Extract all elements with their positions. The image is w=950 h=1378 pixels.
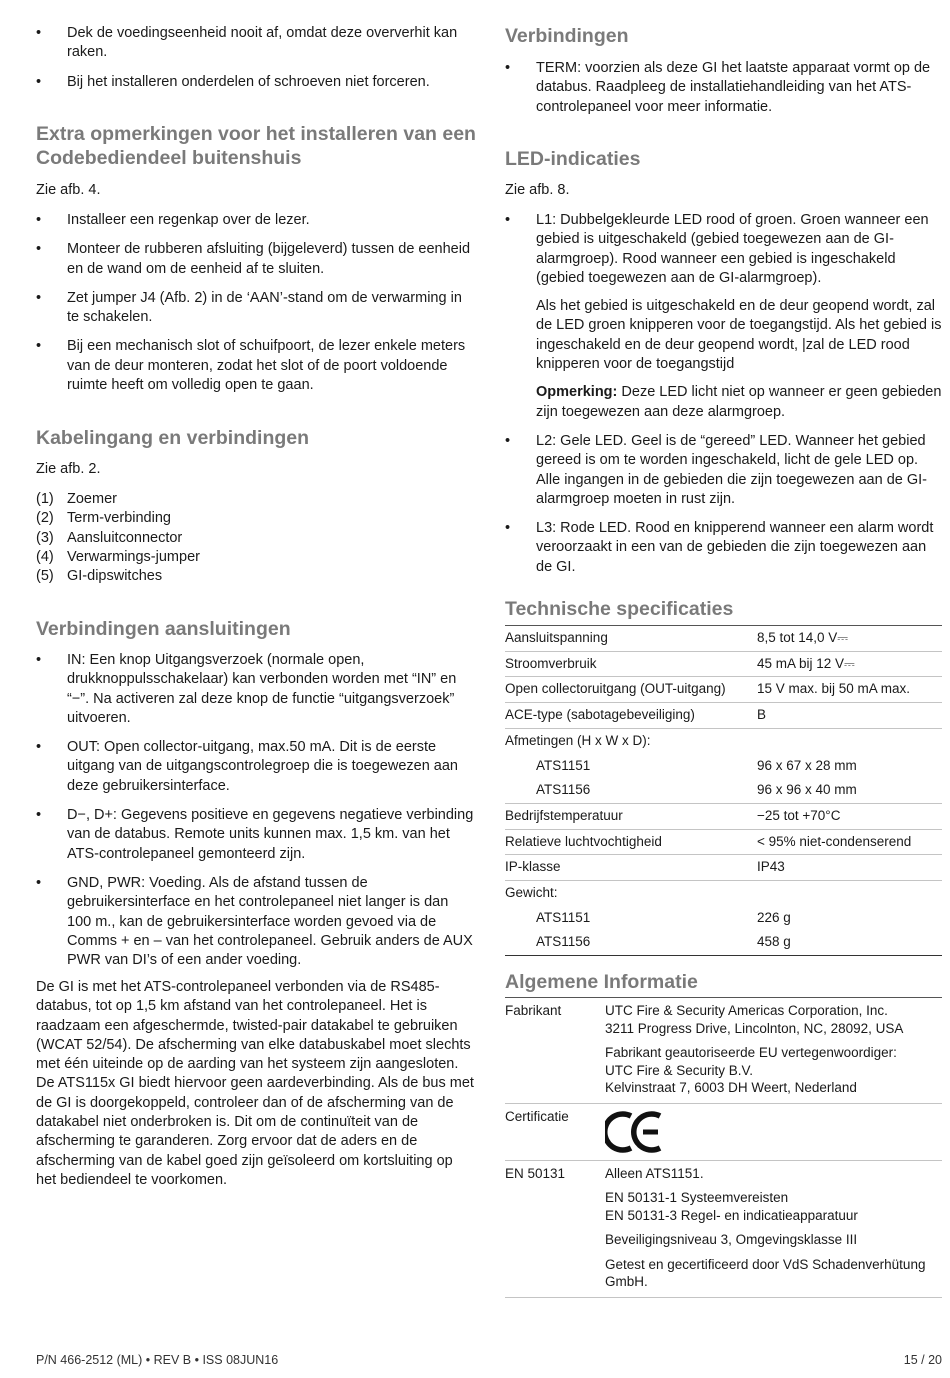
connections-bullet-list	[36, 651, 476, 980]
list-item: • GND, PWR: Voeding. Als de afstand tussen de gebruikersinterface en het controlepaneel niet langer is dan 100 m., kan de gebruikersinterface worden gevoed via de Comms + en – van het controlepaneel. Gebruik anders de AUX PWR van DI’s of een ander voeding.	[36, 874, 473, 969]
table-row: Certificatie	[505, 1103, 942, 1160]
table-row: Open collectoruitgang (OUT-uitgang) 15 V max. bij 50 mA max.	[505, 677, 942, 703]
section-heading-verbindingen: Verbindingen	[505, 25, 629, 47]
section-heading-info: Algemene Informatie	[505, 971, 698, 993]
table-row: ATS1151 226 g	[536, 909, 791, 925]
list-item: (1) Zoemer	[36, 491, 117, 507]
list-item: (3) Aansluitconnector	[36, 529, 183, 546]
table-row: Aansluitspanning 8,5 tot 14,0 V⎓	[505, 626, 942, 652]
footer-page-number: 15 / 20	[903, 1353, 942, 1367]
list-item: • IN: Een knop Uitgangsverzoek (normale open, drukknoppulsschakelaar) kan verbonden worden met “IN” en “−”. Na activeren zal deze knop de functie “uitgangsverzoek” uitvoeren.	[36, 652, 457, 726]
led-note: Opmerking: Deze LED licht niet op wanneer er geen gebieden zijn toegewezen aan deze alarmgroep.	[536, 384, 942, 420]
table-row: EN 50131 Alleen ATS1151. EN 50131-1 Systeemvereisten EN 50131-3 Regel- en indicatieapparatuur Beveiligingsniveau 3, Omgevingsklasse III Getest en gecertificeerd door VdS Schadenverhütung GmbH.	[505, 1160, 942, 1297]
table-row: Stroomverbruik 45 mA bij 12 V⎓	[505, 651, 942, 677]
list-item: • L2: Gele LED. Geel is de “gereed” LED. Wanneer het gebied gereed is om te worden ingeschakeld, licht de gele LED op. Alle ingangen in de gebieden die zijn toegewezen aan de GI-alarmgroep moeten in rust zijn.	[505, 432, 927, 507]
list-item: • Zet jumper J4 (Afb. 2) in de ‘AAN’-stand om de verwarming in te schakelen.	[36, 289, 462, 326]
note-label: Opmerking:	[536, 384, 618, 401]
footer-part-number: P/N 466-2512 (ML) • REV B • ISS 08JUN16	[36, 1353, 279, 1367]
table-row: ACE-type (sabotagebeveiliging) B	[505, 703, 942, 729]
list-item: • Dek de voedingseenheid nooit af, omdat deze oververhit kan raken.	[36, 25, 458, 61]
table-row: ATS1151 96 x 67 x 28 mm	[536, 757, 857, 773]
figure-reference: Zie afb. 8.	[505, 182, 570, 198]
list-item: • Bij het installeren onderdelen of schroeven niet forceren.	[36, 73, 430, 90]
list-item: • Monteer de rubberen afsluiting (bijgeleverd) tussen de eenheid en de wand om de eenheid af te sluiten.	[36, 241, 471, 277]
cabling-numbered-list	[36, 490, 476, 586]
ce-mark-icon	[605, 1110, 665, 1154]
outdoor-bullet-list	[36, 211, 476, 405]
list-item: • D−, D+: Gegevens positieve en gegevens negatieve verbinding van de databus. Remote units kunnen max. 1,5 km. van het ATS-controlepaneel gemonteerd zijn.	[36, 807, 474, 862]
table-row: ATS1156 96 x 96 x 40 mm	[536, 782, 857, 798]
section-heading-connections: Verbindingen aansluitingen	[36, 618, 291, 640]
section-heading-led: LED-indicaties	[505, 148, 641, 170]
table-row: IP-klasse IP43	[505, 855, 942, 881]
spec-table	[505, 625, 942, 956]
list-item: • Bij een mechanisch slot of schuifpoort, de lezer enkele meters van de deur monteren, zodat het slot of de poort voldoende ruimte heeft om volledig open te gaan.	[36, 338, 466, 394]
list-item: • L3: Rode LED. Rood en knipperend wanneer een alarm wordt veroorzaakt in een van de gebieden die zijn toegewezen aan de GI.	[505, 520, 934, 575]
table-row: Fabrikant UTC Fire & Security Americas Corporation, Inc. 3211 Progress Drive, Lincolnton, NC, 28092, USA Fabrikant geautoriseerde EU vertegenwoordiger: UTC Fire & Security B.V. Kelvinstraat 7, 6003 DH Weert, Nederland	[505, 998, 942, 1104]
section-heading-cabling: Kabelingang en verbindingen	[36, 427, 310, 449]
list-item: (5) GI-dipswitches	[36, 568, 163, 585]
verbindingen-bullet-list	[505, 59, 942, 127]
section-heading-outdoor: Extra opmerkingen voor het installeren van een Codebediendeel buitenshuis	[36, 123, 476, 169]
list-item: (4) Verwarmings-jumper	[36, 548, 200, 565]
table-row: Relatieve luchtvochtigheid < 95% niet-condenserend	[505, 829, 942, 855]
table-row: Gewicht:	[505, 881, 942, 906]
list-item: • L1: Dubbelgekleurde LED rood of groen. Groen wanneer een gebied is uitgeschakeld (gebied toegewezen aan de GI-alarmgroep). Rood wanneer een gebied is ingeschakeld (gebied toegewezen aan de GI-alarmgroep). Als het gebied is uitgeschakeld en de deur geopend wordt, zal de LED groen knipperen voor de toegangstijd. Als het gebied is ingeschakeld en de deur geopend wordt, |zal de LED rood knipperen voor de toegangstijd Opmerking: Deze LED licht niet op wanneer er geen gebieden zijn toegewezen aan deze alarmgroep.	[505, 211, 942, 422]
led-bullet-list	[505, 211, 942, 587]
top-bullet-list	[36, 24, 476, 102]
list-item: (2) Term-verbinding	[36, 510, 171, 527]
body-paragraph: De GI is met het ATS-controlepaneel verbonden via de RS485-databus, tot op 1,5 km afstand van het controlepaneel. Het is raadzaam een afgeschermde, twisted-pair datakabel te gebruiken (WCAT 52/54). De afscherming van elke databuskabel moet slechts met één uiteinde op de aarding van het systeem zijn aangesloten. De ATS115x GI biedt hiervoor geen aardeverbinding. Als de bus met de GI is doorgekoppeld, controleer dan of de afscherming van de datakabel niet onderbroken is. Dit om de continuïteit van de afscherming te garanderen. Zorg ervoor dat de aders en de afscherming van de kabel goed zijn geïsoleerd om kortsluiting op het bediendeel te voorkomen.	[36, 979, 474, 1188]
info-table	[505, 997, 942, 1298]
led-l1-paragraph: Als het gebied is uitgeschakeld en de deur geopend wordt, zal de LED groen knipperen voor de toegangstijd. Als het gebied is ingeschakeld en de deur geopend wordt, |zal de LED rood knipperen voor de toegangstijd	[536, 298, 942, 373]
section-heading-specs: Technische specificaties	[505, 598, 734, 620]
table-row: Afmetingen (H x W x D):	[505, 728, 942, 753]
table-row: Bedrijfstemperatuur −25 tot +70°C	[505, 803, 942, 829]
table-row: ATS1156 458 g	[505, 930, 942, 955]
figure-reference: Zie afb. 4.	[36, 182, 101, 198]
list-item: • TERM: voorzien als deze GI het laatste apparaat vormt op de databus. Raadpleeg de installatiehandleiding van het ATS-controlepaneel voor meer informatie.	[505, 60, 931, 115]
list-item: • OUT: Open collector-uitgang, max.50 mA. Dit is de eerste uitgang van de uitgangscontrolegroep die is toegewezen aan deze gebruikersinterface.	[36, 739, 458, 794]
list-item: • Installeer een regenkap over de lezer.	[36, 212, 310, 228]
figure-reference: Zie afb. 2.	[36, 461, 101, 477]
